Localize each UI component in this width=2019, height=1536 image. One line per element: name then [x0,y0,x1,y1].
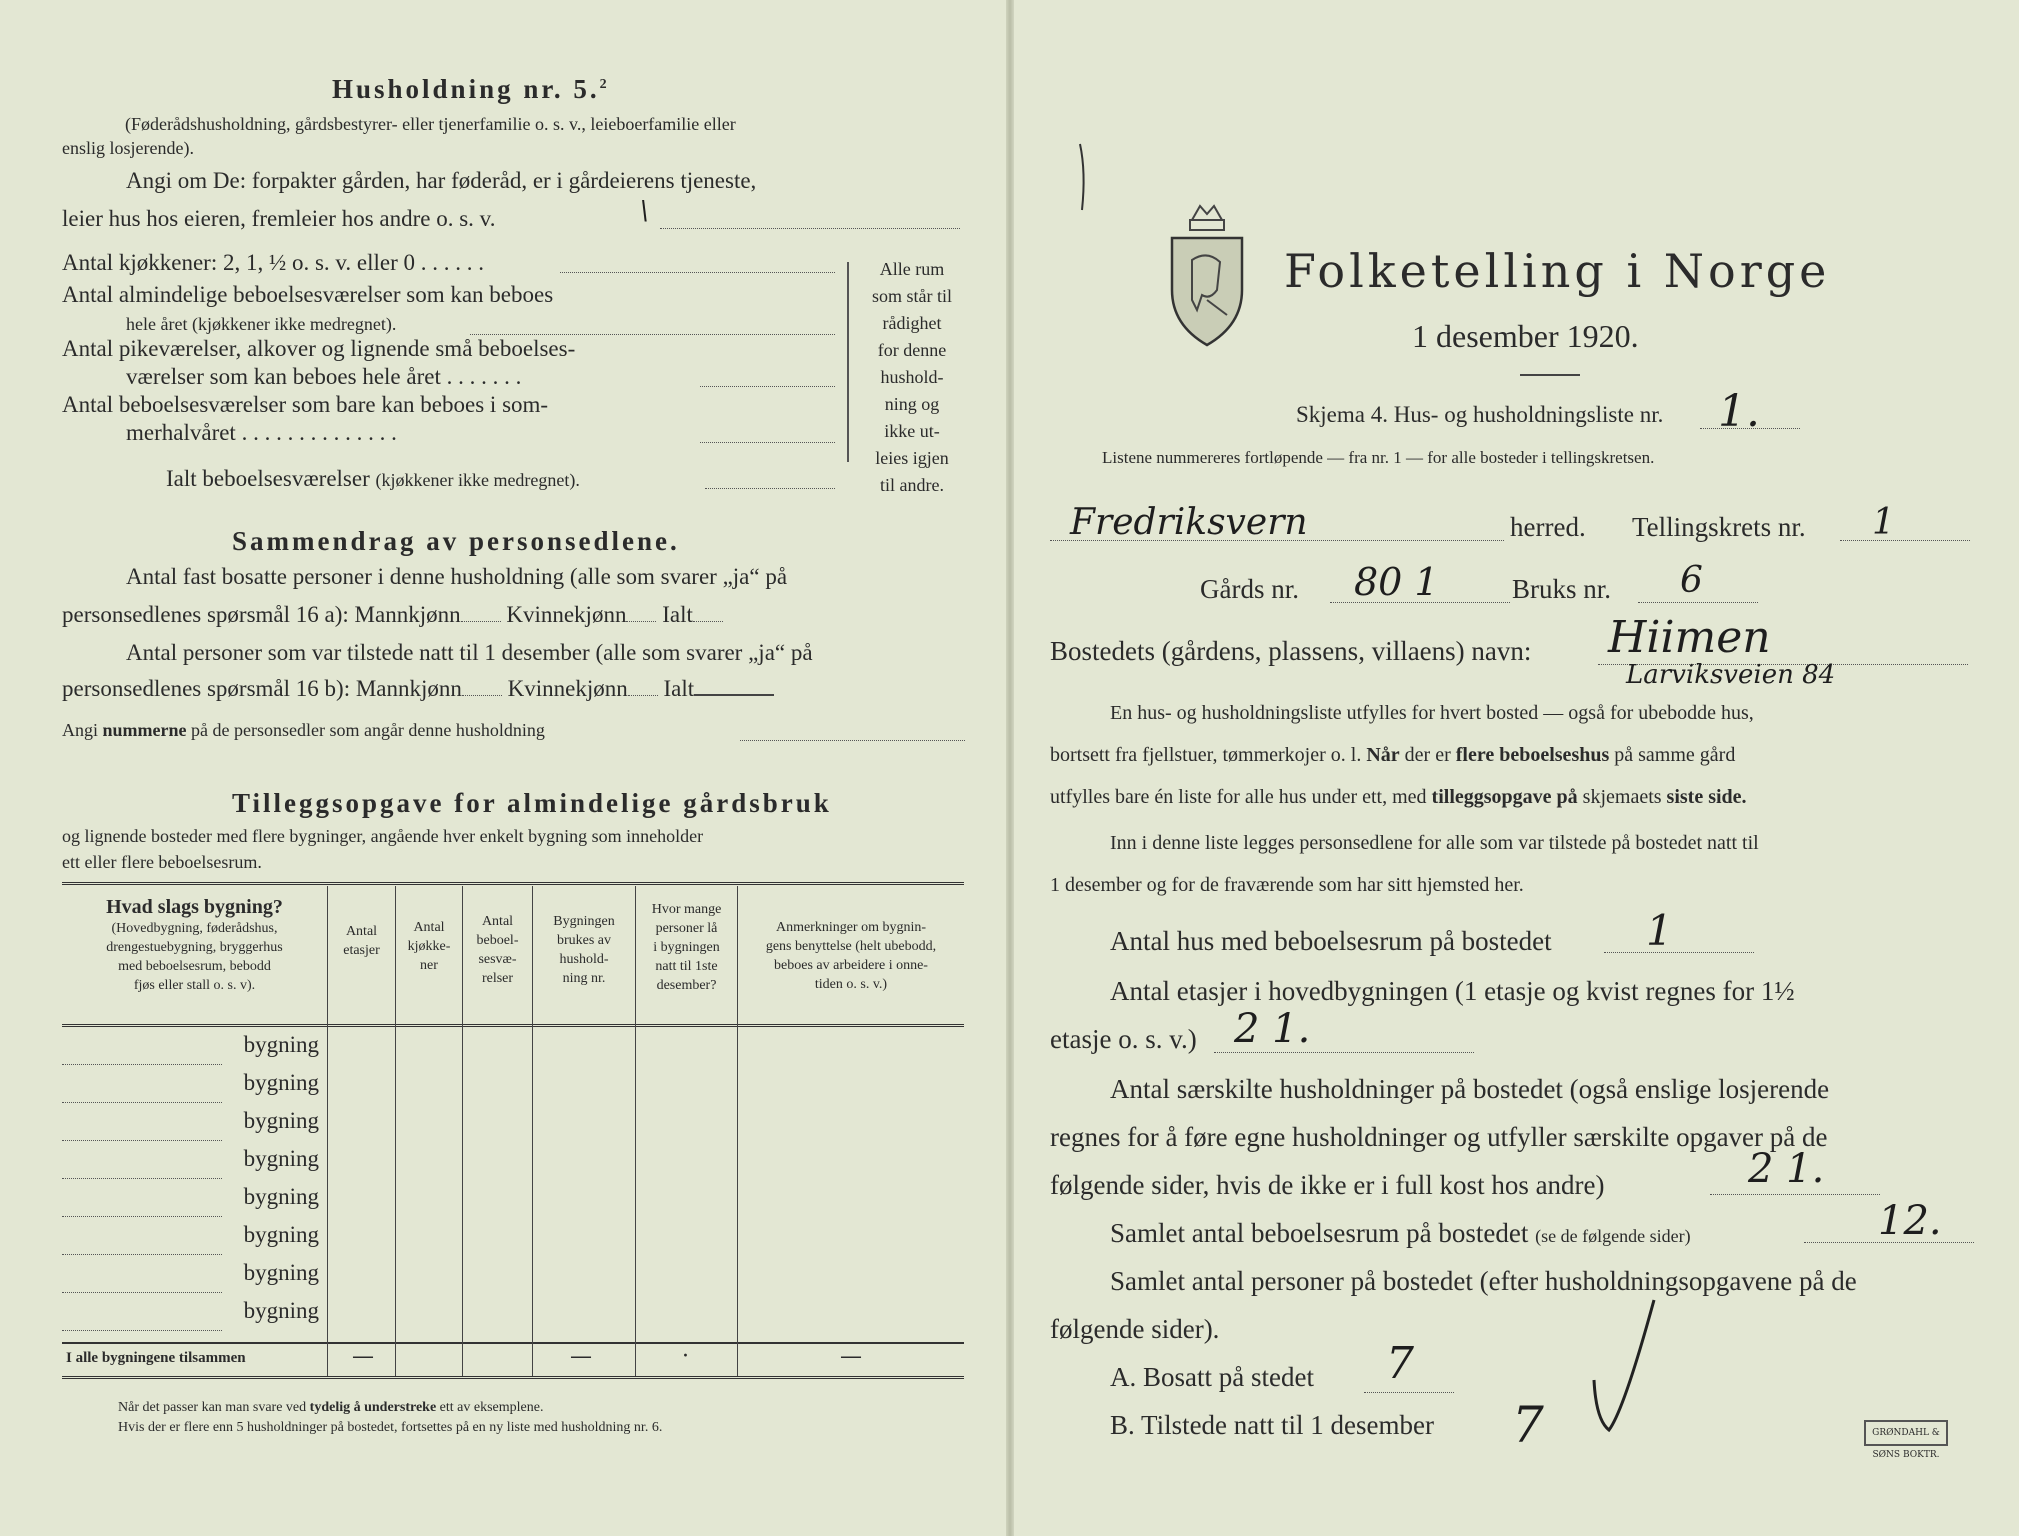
extra-desc-2: ett eller flere beboelsesrum. [62,852,262,872]
instructions-2b: 1 desember og for de fraværende som har sitt hjemsted her. [1050,874,1524,896]
households-question-a: Antal særskilte husholdninger på bostedet (også enslige losjerende [1110,1074,1830,1104]
rooms-label-1: Antal almindelige beboelsesværelser som kan beboes [62,282,554,307]
question-status-line1: Angi om De: forpakter gården, har føderåd, er i gårdeierens tjeneste, [126,168,757,193]
question-status-line2: leier hus hos eieren, fremleier hos andre o. s. v. [62,206,496,231]
checkmark-icon [1584,1290,1664,1460]
col-header-kitchens: Antal kjøkke- ner [407,920,451,973]
persons-question-a: Samlet antal personer på bostedet (efter husholdningsopgavene på de [1110,1266,1857,1296]
persons-question-b: følgende sider). [1050,1314,1220,1344]
printer-stamp: GRØNDAHL & SØNS BOKTR. [1864,1420,1948,1446]
instructions-1a: En hus- og husholdningsliste utfylles for hvert bosted — også for ubebodde hus, [1110,702,1754,724]
coat-of-arms-icon [1162,200,1252,350]
rooms-label-3: Antal beboelsesværelser som bare kan beboes i som- [62,392,549,417]
pencil-mark-icon [1074,142,1094,212]
kitchens-label: Antal kjøkkener: 2, 1, ½ o. s. v. eller 0 . . . . . . [62,250,485,275]
right-page [1014,0,2019,1536]
use-number-hand: 6 [1680,560,1703,601]
household-subtitle: (Føderådshusholdning, gårdsbestyrer- eller tjenerfamilie o. s. v., leieboerfamilie eller [125,114,736,134]
table-row: bygning [243,1070,319,1095]
summary-q3: Angi nummerne på de personsedler som angår denne husholdning [62,720,545,740]
extra-desc-1: og lignende bosteder med flere bygninger, angående hver enkelt bygning som inneholder [62,826,704,846]
table-total-label: I alle bygningene tilsammen [66,1350,246,1366]
col-header-floors: Antal etasjer [343,924,380,958]
list-number-hand: 1. [1718,386,1760,437]
total-dash: — [840,1344,862,1369]
summary-q2a: Antal personer som var tilstede natt til 1 desember (alle som svarer „ja“ på [126,640,813,665]
summary-q1b: personsedlenes spørsmål 16 a): Mannkjønn Kvinnekjønn Ialt [62,602,723,628]
col-header-building-type: Hvad slags bygning? (Hovedbygning, føderådshus, drengestuebygning, bryggerhus med beboelsesrum, bebodd fjøs eller stall o. s. v). [106,896,283,993]
summary-title: Sammendrag av personsedlene. [232,526,680,556]
footnote-1: Når det passer kan man svare ved tydelig å understreke ett av eksemplene. [118,1400,544,1415]
herred-label: herred. [1510,512,1586,542]
households-answer-hand: 2 1. [1748,1146,1825,1192]
table-rows [62,1032,327,1336]
census-district-label: Tellingskrets nr. [1632,512,1806,542]
place-address-hand: Larviksveien 84 [1626,660,1836,690]
col-header-rooms: Antal beboel- sesvæ- relser [476,914,519,986]
total-dash: — [570,1344,592,1369]
instructions-1c: utfylles bare én liste for alle hus under ett, med tilleggsopgave på skjemaets siste side. [1050,786,1747,808]
side-note: Alle rum som står til rådighet for denne hushold- ning og ikke ut- leies igjen til andre. [872,259,952,495]
left-page [0,0,1006,1536]
herred-hand: Fredriksvern [1070,502,1308,543]
resident-label: A. Bosatt på stedet [1110,1362,1314,1392]
form-title: Folketelling i Norge [1284,244,1831,298]
footnote-2: Hvis der er flere enn 5 husholdninger på bostedet, fortsettes på en ny liste med husholdning nr. 6. [118,1420,663,1435]
households-question-c: følgende sider, hvis de ikke er i full kost hos andre) [1050,1170,1605,1200]
table-row: bygning [243,1222,319,1247]
present-answer-hand: 7 [1512,1396,1544,1454]
col-header-remarks: Anmerkninger om bygnin- gens benyttelse (helt ubebodd, beboes av arbeidere i onne- tiden o. s. v.) [765,920,937,992]
floors-question-a: Antal etasjer i hovedbygningen (1 etasje og kvist regnes for 1½ [1110,976,1795,1006]
rooms-total-label: Ialt beboelsesværelser (kjøkkener ikke medregnet). [166,466,580,491]
rooms-label-2b: værelser som kan beboes hele året . . . . . . . [126,364,522,389]
table-row: bygning [243,1260,319,1285]
place-name-hand: Hiimen [1608,612,1771,663]
floors-answer-hand: 2 1. [1234,1006,1311,1052]
floors-question-b: etasje o. s. v.) [1050,1024,1197,1054]
place-name-label: Bostedets (gårdens, plassens, villaens) navn: [1050,636,1532,666]
houses-question: Antal hus med beboelsesrum på bostedet [1110,926,1552,956]
total-dash: — [352,1344,374,1369]
households-question-b: regnes for å føre egne husholdninger og utfyller særskilte opgaver på de [1050,1122,1828,1152]
rooms-label-1b: hele året (kjøkkener ikke medregnet). [126,314,397,334]
instructions-1b: bortsett fra fjellstuer, tømmerkojer o. l. Når der er flere beboelseshus på samme gård [1050,744,1736,766]
household-title: Husholdning nr. 5.$^2$ [332,74,610,104]
farm-number-label: Gårds nr. [1200,574,1299,604]
rooms-total-answer-hand: 12. [1878,1198,1942,1244]
col-header-household: Bygningen brukes av hushold- ning nr. [553,914,615,986]
table-row: bygning [243,1032,319,1057]
houses-answer-hand: 1 [1646,906,1673,955]
table-row: bygning [243,1298,319,1323]
rooms-total-question: Samlet antal beboelsesrum på bostedet (se de følgende sider) [1110,1218,1691,1248]
status-answer-hand: \ [640,196,649,226]
table-row: bygning [243,1146,319,1171]
form-date: 1 desember 1920. [1412,318,1639,354]
building-table [62,882,964,1378]
instructions-2a: Inn i denne liste legges personsedlene for alle som var tilstede på bostedet natt til [1110,832,1759,854]
list-numbering-note: Listene nummereres fortløpende — fra nr. 1 — for alle bosteder i tellingskretsen. [1102,448,1655,467]
summary-q1a: Antal fast bosatte personer i denne husholdning (alle som svarer „ja“ på [126,564,788,589]
summary-q2b: personsedlenes spørsmål 16 b): Mannkjønn Kvinnekjønn Ialt [62,676,774,702]
schema-label: Skjema 4. Hus- og husholdningsliste nr. [1296,402,1664,427]
col-header-persons: Hvor mange personer lå i bygningen natt til 1ste desember? [651,902,722,993]
present-label: B. Tilstede natt til 1 desember [1110,1410,1434,1440]
use-number-label: Bruks nr. [1512,574,1612,604]
rooms-label-2: Antal pikeværelser, alkover og lignende små beboelses- [62,336,576,361]
resident-answer-hand: 7 [1386,1338,1414,1389]
rooms-label-3b: merhalvåret . . . . . . . . . . . . . . [126,420,397,445]
household-subtitle-2: enslig losjerende). [62,138,194,158]
farm-number-hand: 80 1 [1354,560,1439,604]
extra-title: Tilleggsopgave for almindelige gårdsbruk [232,788,832,818]
table-row: bygning [243,1108,319,1133]
total-dot: · [682,1344,689,1369]
page-fold [1006,0,1014,1536]
census-district-hand: 1 [1872,502,1895,543]
table-row: bygning [243,1184,319,1209]
